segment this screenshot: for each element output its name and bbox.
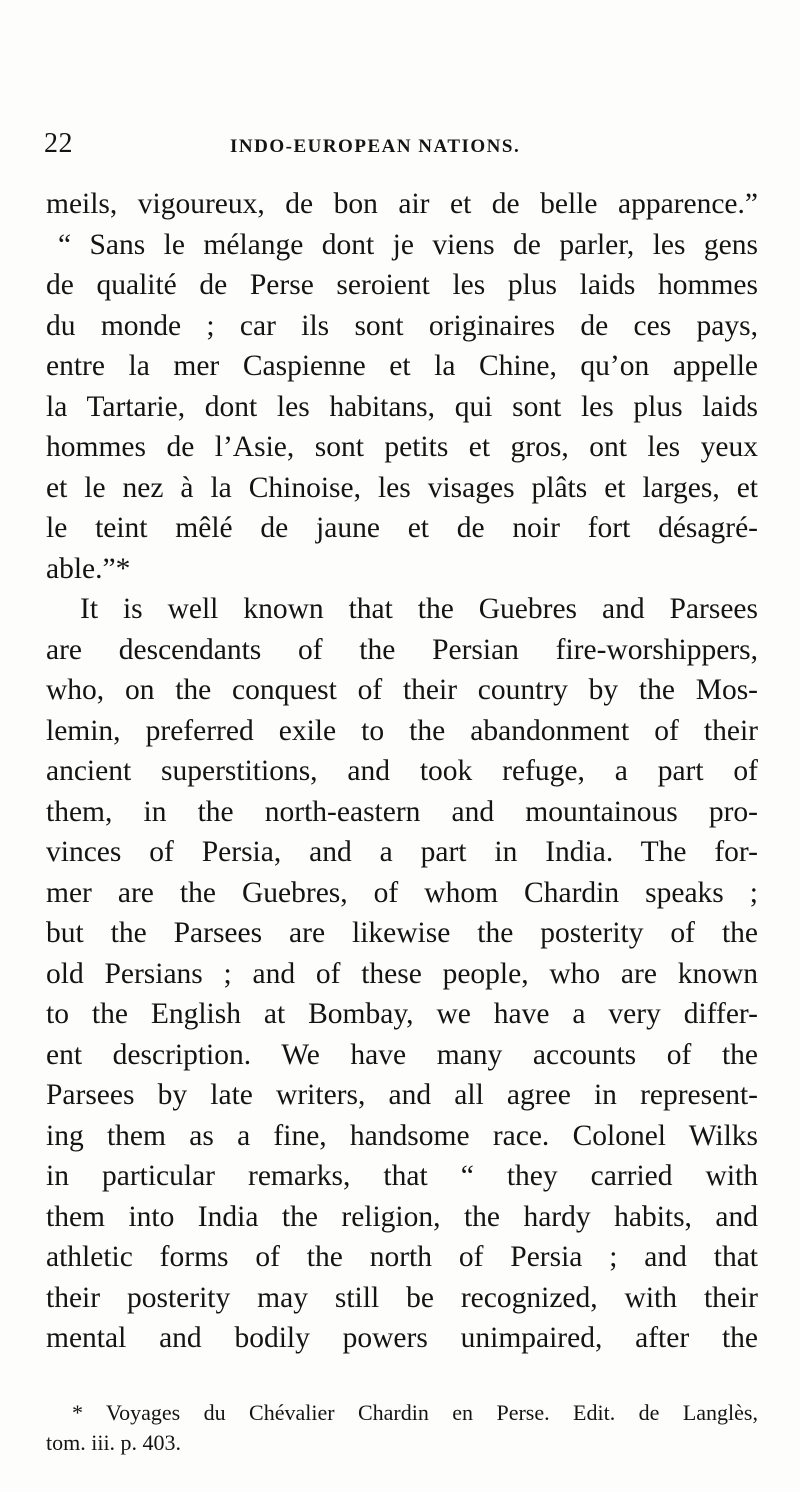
text-line: la Tartarie, dont les habitans, qui sont les plus laids [46, 390, 758, 423]
text-line: who, on the conquest of their country by the Mos- [46, 674, 758, 706]
text-line: ent description. We have many accounts of the [46, 1038, 758, 1071]
page-header [44, 128, 756, 168]
footnote-line: * Voyages du Chévalier Chardin en Perse. Edit. de Langlès, [72, 1400, 758, 1425]
text-line: entre la mer Caspienne et la Chine, qu’on appelle [46, 350, 758, 382]
footnote [46, 1398, 758, 1458]
running-head: INDO-EUROPEAN NATIONS. [230, 136, 521, 157]
text-line: “ Sans le mélange dont je viens de parler, les gens [58, 228, 758, 261]
text-line: et le nez à la Chinoise, les visages plâts et larges, et [46, 471, 758, 504]
text-line: able.”* [46, 552, 131, 585]
page-number: 22 [44, 128, 73, 159]
text-line: hommes de l’Asie, sont petits et gros, ont les yeux [46, 431, 758, 463]
text-line: du monde ; car ils sont originaires de ces pays, [46, 309, 758, 342]
text-line: vinces of Persia, and a part in India. The for- [46, 836, 758, 868]
text-line: are descendants of the Persian fire-worshippers, [46, 633, 758, 666]
text-line: Parsees by late writers, and all agree in represent- [46, 1079, 758, 1111]
text-line: them, in the north-eastern and mountainous pro- [46, 795, 758, 828]
text-line: ancient superstitions, and took refuge, a part of [46, 755, 758, 787]
text-line: their posterity may still be recognized, with their [46, 1281, 758, 1314]
text-line: to the English at Bombay, we have a very differ- [46, 998, 758, 1030]
text-line: ing them as a fine, handsome race. Colonel Wilks [46, 1119, 758, 1152]
text-line: It is well known that the Guebres and Parsees [80, 593, 758, 625]
footnote-line: tom. iii. p. 403. [46, 1430, 182, 1455]
text-line: meils, vigoureux, de bon air et de belle apparence.” [46, 188, 758, 220]
body-text [46, 184, 758, 1359]
text-line: le teint mêlé de jaune et de noir fort désagré- [46, 512, 758, 544]
text-line: but the Parsees are likewise the posterity of the [46, 917, 758, 949]
text-line: lemin, preferred exile to the abandonment of their [46, 714, 758, 747]
text-line: old Persians ; and of these people, who are known [46, 957, 758, 990]
text-line: mer are the Guebres, of whom Chardin speaks ; [46, 876, 758, 909]
text-line: athletic forms of the north of Persia ; and that [46, 1241, 758, 1273]
text-line: de qualité de Perse seroient les plus laids hommes [46, 269, 758, 301]
text-line: mental and bodily powers unimpaired, after the [46, 1322, 758, 1354]
text-line: in particular remarks, that “ they carried with [46, 1160, 758, 1192]
text-line: them into India the religion, the hardy habits, and [46, 1200, 758, 1233]
